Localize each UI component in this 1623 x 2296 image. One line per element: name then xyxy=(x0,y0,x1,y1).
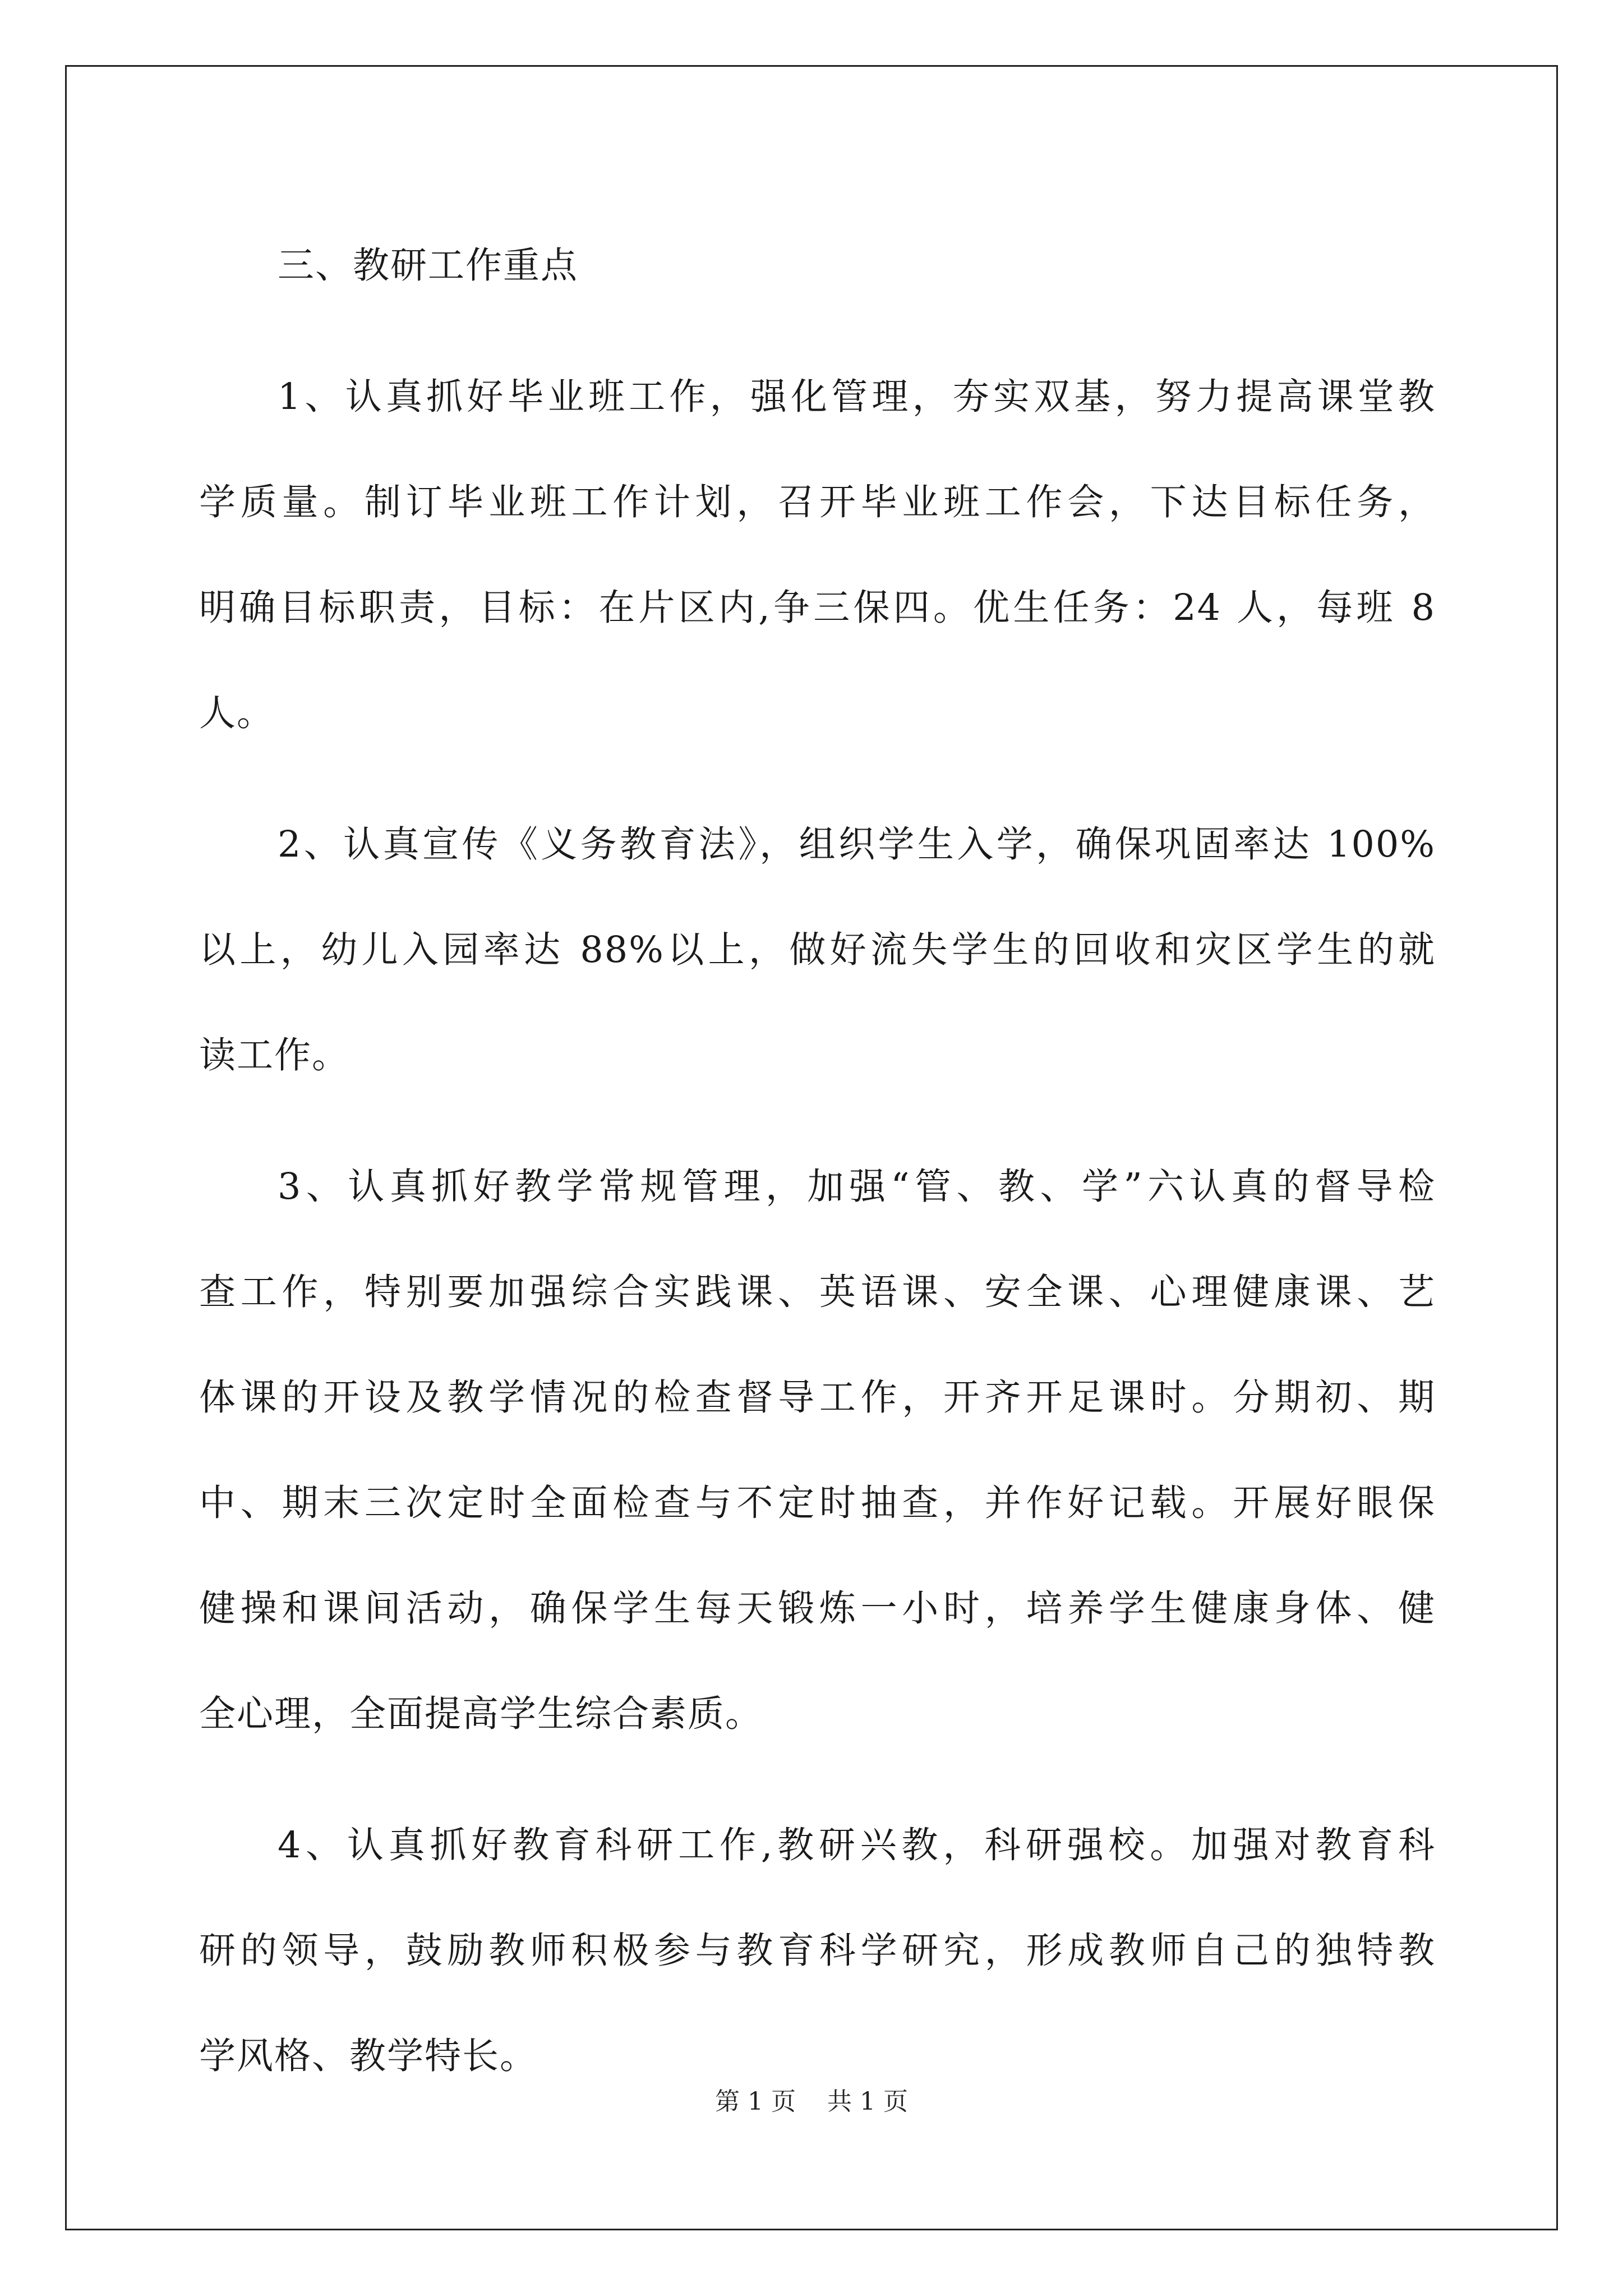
paragraph-gap xyxy=(199,1108,1436,1134)
paragraph-line: 读工作。 xyxy=(199,1034,350,1076)
paragraph-line: 中、期末三次定时全面检查与不定时抽查，并作好记载。开展好眼保 xyxy=(199,1482,1436,1524)
paragraph-line: 1、认真抓好毕业班工作，强化管理，夯实双基，努力提高课堂教 xyxy=(278,376,1436,418)
paragraph-line: 研的领导，鼓励教师积极参与教育科学研究，形成教师自己的独特教 xyxy=(199,1930,1436,1972)
paragraph-line: 明确目标职责，目标：在片区内,争三保四。优生任务：24 人，每班 8 xyxy=(199,587,1436,629)
page-number-current: 第 1 页 xyxy=(715,2087,796,2116)
paragraph-line: 健操和课间活动，确保学生每天锻炼一小时，培养学生健康身体、健 xyxy=(199,1588,1436,1630)
paragraph-gap xyxy=(199,766,1436,792)
paragraph-3 xyxy=(199,1134,1436,1767)
paragraph-line: 体课的开设及教学情况的检查督导工作，开齐开足课时。分期初、期 xyxy=(199,1377,1436,1419)
paragraph-line: 2、认真宣传《义务教育法》，组织学生入学，确保巩固率达 100% xyxy=(278,823,1436,866)
paragraph-4 xyxy=(199,1793,1436,2109)
page-number-total: 共 1 页 xyxy=(827,2087,908,2116)
section-heading: 三、教研工作重点 xyxy=(278,245,579,287)
paragraph-line: 学风格、教学特长。 xyxy=(199,2035,538,2077)
document-body xyxy=(199,213,1436,2109)
page-footer xyxy=(0,2081,1623,2117)
paragraph-line: 以上，幼儿入园率达 88%以上，做好流失学生的回收和灾区学生的就 xyxy=(199,929,1436,971)
paragraph-line: 学质量。制订毕业班工作计划，召开毕业班工作会，下达目标任务， xyxy=(199,481,1436,523)
paragraph-1 xyxy=(199,344,1436,766)
paragraph-2 xyxy=(199,792,1436,1108)
paragraph-line: 4、认真抓好教育科研工作,教研兴教，科研强校。加强对教育科 xyxy=(278,1824,1436,1866)
paragraph-line: 全心理，全面提高学生综合素质。 xyxy=(199,1693,763,1735)
paragraph-line: 人。 xyxy=(199,692,275,734)
paragraph-gap xyxy=(199,319,1436,344)
paragraph-line: 查工作，特别要加强综合实践课、英语课、安全课、心理健康课、艺 xyxy=(199,1271,1436,1313)
paragraph-line: 3、认真抓好教学常规管理，加强“管、教、学”六认真的督导检 xyxy=(278,1166,1436,1208)
paragraph-gap xyxy=(199,1767,1436,1793)
